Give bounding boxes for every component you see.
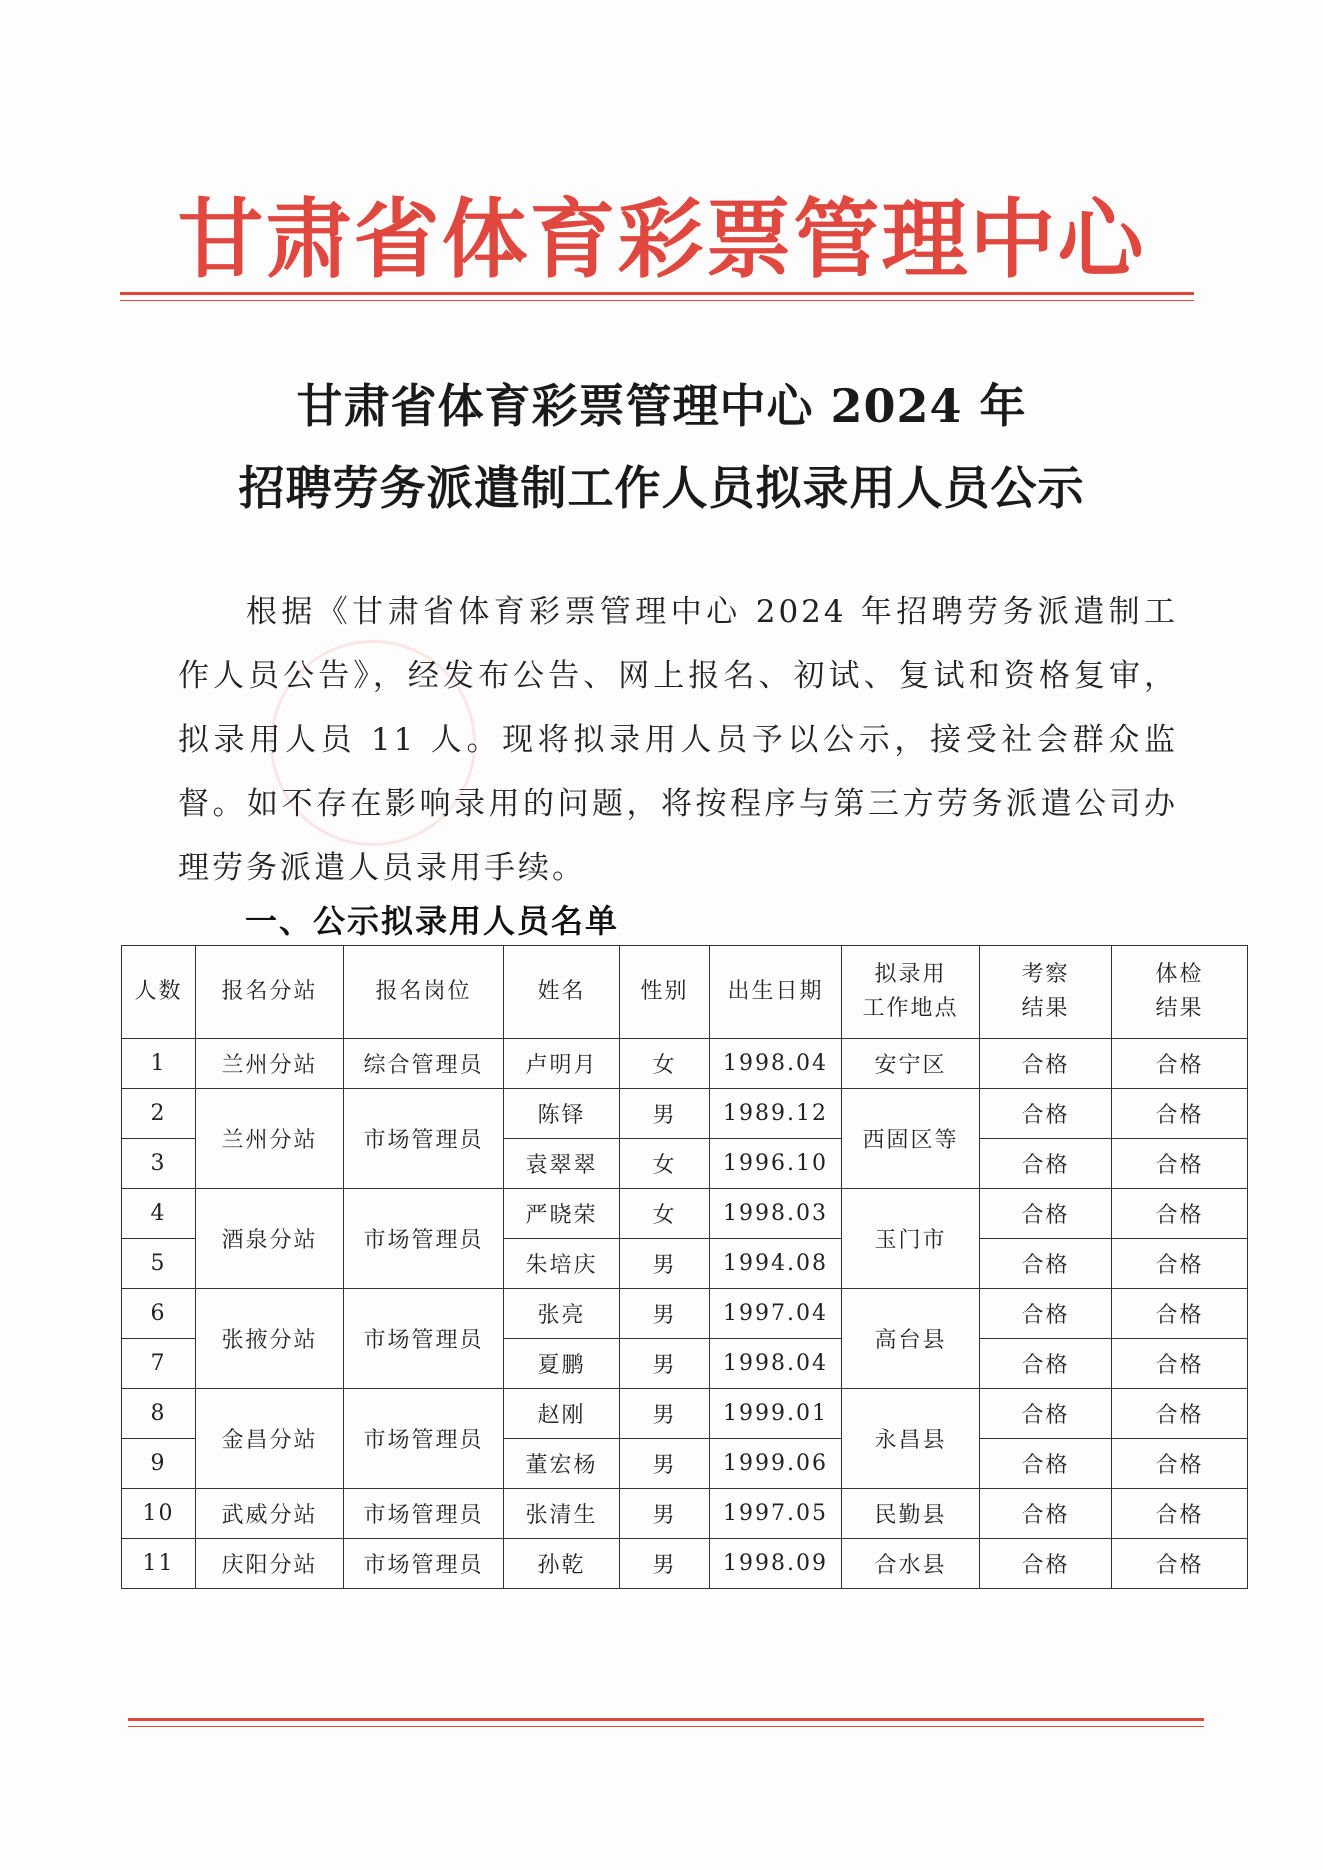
cell-location: 合水县 (842, 1539, 980, 1589)
cell-no: 7 (122, 1339, 196, 1389)
cell-review: 合格 (980, 1239, 1112, 1289)
cell-gender: 男 (620, 1289, 710, 1339)
cell-no: 11 (122, 1539, 196, 1589)
cell-name: 袁翠翠 (504, 1139, 620, 1189)
header-medical-result: 体检 结果 (1112, 946, 1248, 1039)
cell-review: 合格 (980, 1039, 1112, 1089)
cell-review: 合格 (980, 1389, 1112, 1439)
cell-location: 西固区等 (842, 1089, 980, 1189)
cell-name: 孙乾 (504, 1539, 620, 1589)
table-row (122, 1189, 1248, 1239)
cell-review: 合格 (980, 1089, 1112, 1139)
announcement-body: 根据《甘肃省体育彩票管理中心 2024 年招聘劳务派遣制工作人员公告》，经发布公告、网上报名、初试、复试和资格复审，拟录用人员 11 人。现将拟录用人员予以公示，接受社会群众监督。如不存在影响录用的问题，将按程序与第三方劳务派遣公司办理劳务派遣人员录用手续。 (178, 594, 1178, 886)
cell-name: 严晓荣 (504, 1189, 620, 1239)
table-row (122, 1289, 1248, 1339)
table-row (122, 1089, 1248, 1139)
letterhead-rule-thick (120, 292, 1194, 295)
footer-rule-thin (128, 1726, 1204, 1727)
cell-station: 庆阳分站 (196, 1539, 344, 1589)
cell-position: 市场管理员 (344, 1189, 504, 1289)
cell-review: 合格 (980, 1489, 1112, 1539)
cell-position: 市场管理员 (344, 1539, 504, 1589)
cell-gender: 男 (620, 1239, 710, 1289)
cell-medical: 合格 (1112, 1439, 1248, 1489)
cell-location: 高台县 (842, 1289, 980, 1389)
cell-name: 赵刚 (504, 1389, 620, 1439)
cell-no: 1 (122, 1039, 196, 1089)
cell-review: 合格 (980, 1289, 1112, 1339)
cell-position: 综合管理员 (344, 1039, 504, 1089)
document-title-line-2: 招聘劳务派遣制工作人员拟录用人员公示 (238, 461, 1085, 515)
header-birth-date: 出生日期 (710, 946, 842, 1039)
cell-birth: 1997.04 (710, 1289, 842, 1339)
cell-no: 2 (122, 1089, 196, 1139)
header-position: 报名岗位 (344, 946, 504, 1039)
header-gender: 性别 (620, 946, 710, 1039)
cell-no: 5 (122, 1239, 196, 1289)
organization-letterhead: 甘肃省体育彩票管理中心 (177, 189, 1146, 290)
cell-medical: 合格 (1112, 1089, 1248, 1139)
cell-gender: 男 (620, 1089, 710, 1139)
cell-gender: 男 (620, 1339, 710, 1389)
cell-medical: 合格 (1112, 1539, 1248, 1589)
document-title-line-1: 甘肃省体育彩票管理中心 2024 年 (296, 379, 1027, 433)
cell-review: 合格 (980, 1539, 1112, 1589)
cell-medical: 合格 (1112, 1139, 1248, 1189)
cell-name: 卢明月 (504, 1039, 620, 1089)
cell-station: 武威分站 (196, 1489, 344, 1539)
cell-review: 合格 (980, 1139, 1112, 1189)
cell-name: 董宏杨 (504, 1439, 620, 1489)
table-row (122, 1539, 1248, 1589)
cell-medical: 合格 (1112, 1339, 1248, 1389)
table-row (122, 1389, 1248, 1439)
cell-gender: 男 (620, 1489, 710, 1539)
cell-gender: 女 (620, 1139, 710, 1189)
cell-name: 陈铎 (504, 1089, 620, 1139)
cell-gender: 女 (620, 1039, 710, 1089)
section-heading: 一、公示拟录用人员名单 (245, 902, 620, 940)
cell-birth: 1998.04 (710, 1039, 842, 1089)
cell-no: 8 (122, 1389, 196, 1439)
cell-review: 合格 (980, 1189, 1112, 1239)
cell-birth: 1997.05 (710, 1489, 842, 1539)
cell-position: 市场管理员 (344, 1389, 504, 1489)
header-name: 姓名 (504, 946, 620, 1039)
cell-birth: 1998.04 (710, 1339, 842, 1389)
cell-birth: 1999.01 (710, 1389, 842, 1439)
cell-position: 市场管理员 (344, 1089, 504, 1189)
cell-birth: 1989.12 (710, 1089, 842, 1139)
cell-position: 市场管理员 (344, 1489, 504, 1539)
cell-station: 兰州分站 (196, 1089, 344, 1189)
table-header-row (122, 946, 1248, 1039)
cell-station: 金昌分站 (196, 1389, 344, 1489)
cell-station: 酒泉分站 (196, 1189, 344, 1289)
cell-birth: 1994.08 (710, 1239, 842, 1289)
cell-review: 合格 (980, 1339, 1112, 1389)
cell-review: 合格 (980, 1439, 1112, 1489)
footer-rule-thick (128, 1718, 1204, 1721)
cell-location: 民勤县 (842, 1489, 980, 1539)
cell-gender: 男 (620, 1539, 710, 1589)
candidate-table (121, 945, 1248, 1589)
cell-medical: 合格 (1112, 1289, 1248, 1339)
cell-no: 6 (122, 1289, 196, 1339)
cell-birth: 1998.03 (710, 1189, 842, 1239)
cell-birth: 1999.06 (710, 1439, 842, 1489)
cell-name: 夏鹏 (504, 1339, 620, 1389)
cell-medical: 合格 (1112, 1189, 1248, 1239)
cell-location: 永昌县 (842, 1389, 980, 1489)
cell-name: 张清生 (504, 1489, 620, 1539)
cell-station: 兰州分站 (196, 1039, 344, 1089)
cell-medical: 合格 (1112, 1489, 1248, 1539)
cell-location: 玉门市 (842, 1189, 980, 1289)
cell-no: 3 (122, 1139, 196, 1189)
header-station: 报名分站 (196, 946, 344, 1039)
cell-gender: 男 (620, 1389, 710, 1439)
cell-birth: 1998.09 (710, 1539, 842, 1589)
header-no: 人数 (122, 946, 196, 1039)
header-work-location: 拟录用 工作地点 (842, 946, 980, 1039)
cell-no: 4 (122, 1189, 196, 1239)
cell-position: 市场管理员 (344, 1289, 504, 1389)
cell-no: 10 (122, 1489, 196, 1539)
cell-medical: 合格 (1112, 1239, 1248, 1289)
cell-medical: 合格 (1112, 1389, 1248, 1439)
header-review-result: 考察 结果 (980, 946, 1112, 1039)
cell-station: 张掖分站 (196, 1289, 344, 1389)
table-row (122, 1039, 1248, 1089)
cell-gender: 女 (620, 1189, 710, 1239)
table-row (122, 1489, 1248, 1539)
cell-name: 朱培庆 (504, 1239, 620, 1289)
cell-no: 9 (122, 1439, 196, 1489)
letterhead-rule-thin (120, 300, 1194, 301)
cell-location: 安宁区 (842, 1039, 980, 1089)
cell-gender: 男 (620, 1439, 710, 1489)
cell-birth: 1996.10 (710, 1139, 842, 1189)
cell-name: 张亮 (504, 1289, 620, 1339)
cell-medical: 合格 (1112, 1039, 1248, 1089)
